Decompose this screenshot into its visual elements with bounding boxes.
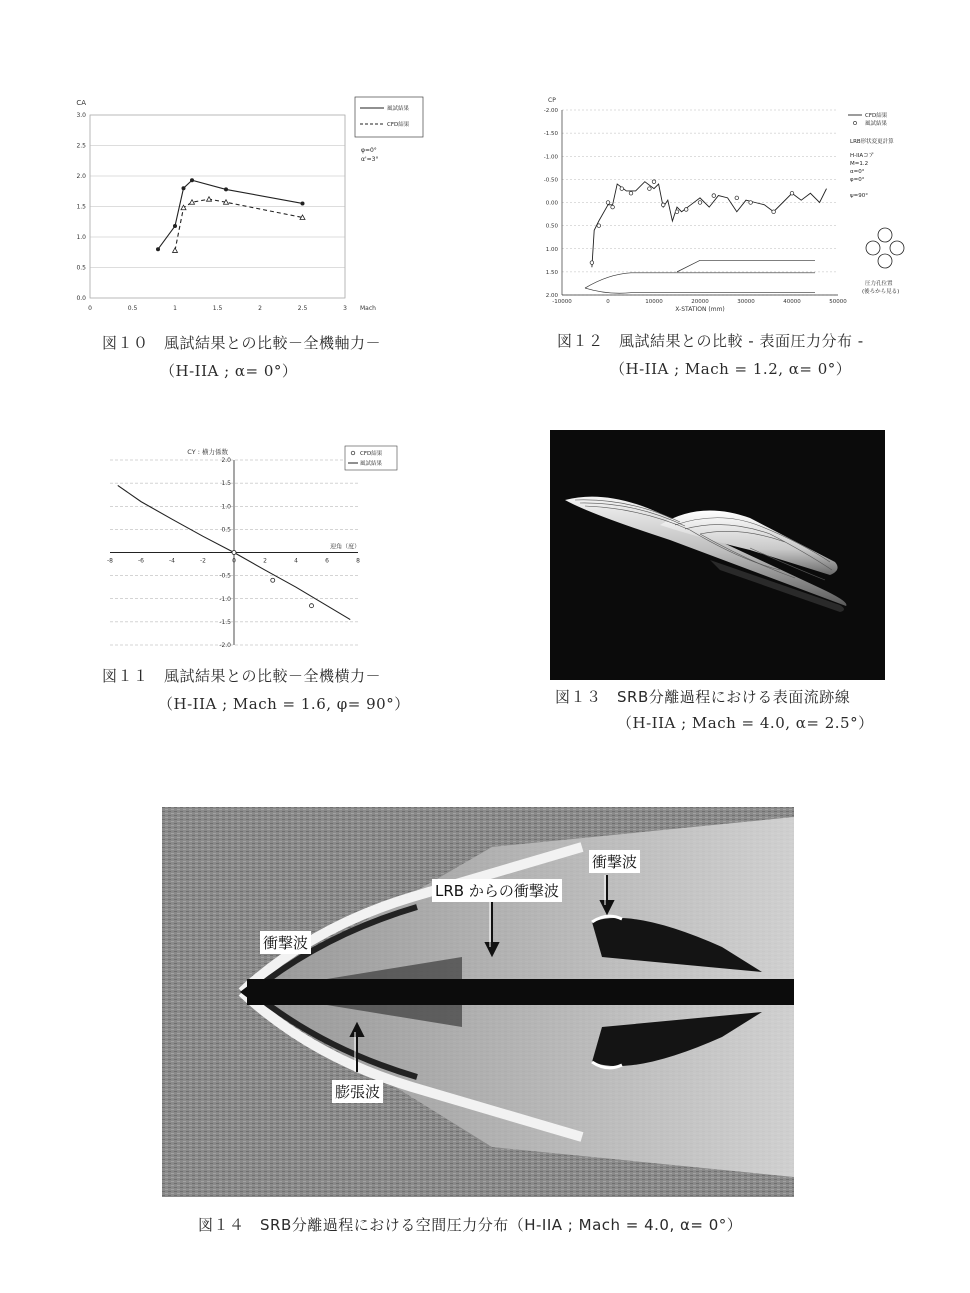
- y-tick-label: -1.5: [219, 618, 231, 626]
- data-point-wind-tunnel: [629, 191, 633, 195]
- y-tick-label: -1.00: [543, 154, 558, 161]
- legend-box: [355, 97, 423, 137]
- data-point: [224, 187, 228, 191]
- data-point: [181, 205, 186, 210]
- y-tick-label: 1.00: [545, 246, 558, 253]
- x-tick-label: 50000: [829, 299, 847, 305]
- y-tick-label: 1.5: [221, 480, 231, 488]
- x-tick-label: 8: [356, 557, 360, 565]
- x-tick-label: -10000: [552, 299, 572, 305]
- y-tick-label: 2.5: [76, 142, 86, 150]
- pressure-hole-diagram: [878, 254, 892, 268]
- data-point-wind-tunnel: [606, 201, 610, 205]
- y-tick-label: 1.0: [76, 234, 86, 241]
- annotation: φ=0°: [850, 177, 865, 183]
- data-point-cfd: [310, 604, 314, 608]
- figure-14-caption: 図１４ SRB分離過程における空間圧力分布（H-IIA ; Mach = 4.0, α= 0°）: [198, 1216, 743, 1234]
- legend-swatch: [351, 451, 355, 455]
- pressure-hole-diagram: [866, 241, 880, 255]
- x-tick-label: 2.5: [297, 305, 308, 312]
- data-point: [156, 247, 160, 251]
- figure-11-chart: [100, 440, 400, 655]
- legend-swatch: [853, 121, 856, 124]
- figure-13-surface-streamlines-image: [550, 430, 885, 680]
- x-tick-label: 2: [258, 305, 262, 312]
- figure-14-pressure-field-image: [162, 807, 794, 1197]
- x-axis-label: 迎角（度）: [330, 543, 361, 551]
- legend-entry: CFD結果: [360, 451, 383, 457]
- data-point-wind-tunnel: [712, 194, 716, 198]
- x-tick-label: -6: [138, 557, 144, 565]
- pressure-hole-diagram: [878, 228, 892, 242]
- x-axis-label: X-STATION (mm): [675, 306, 725, 313]
- x-tick-label: 0: [88, 305, 92, 312]
- x-tick-label: 2: [263, 557, 267, 565]
- series-line-2: [175, 199, 303, 250]
- x-tick-label: 6: [325, 557, 329, 565]
- y-tick-label: 2.0: [221, 457, 231, 464]
- legend-entry: 風試結果: [387, 106, 410, 112]
- legend-entry: CFD結果: [865, 113, 888, 119]
- x-tick-label: 30000: [737, 299, 755, 305]
- annotation: H-IIAコア: [850, 153, 875, 159]
- x-tick-label: 1.5: [212, 305, 223, 312]
- y-axis-label: CP: [548, 97, 556, 104]
- y-tick-label: 0.00: [545, 200, 558, 207]
- x-tick-label: 3: [343, 305, 347, 312]
- data-point-wind-tunnel: [772, 210, 776, 214]
- x-tick-label: -4: [169, 557, 175, 565]
- lrb-outline: [677, 260, 815, 272]
- y-tick-label: 0.5: [76, 264, 86, 272]
- data-point-wind-tunnel: [661, 203, 665, 207]
- y-tick-label: -1.0: [219, 595, 231, 603]
- data-point-wind-tunnel: [675, 210, 679, 214]
- data-point-wind-tunnel: [648, 187, 652, 191]
- x-tick-label: 20000: [691, 299, 709, 305]
- y-tick-label: 0.50: [545, 223, 558, 230]
- annotation: (後ろから見る): [862, 289, 900, 295]
- x-tick-label: 4: [294, 557, 298, 565]
- x-tick-label: 1: [173, 305, 177, 312]
- label-shock-wave-left: 衝撃波: [260, 931, 311, 954]
- annotation: LRB形状変更計算: [850, 139, 894, 145]
- data-point: [173, 248, 178, 253]
- y-tick-label: -0.50: [543, 177, 558, 184]
- annotation: φ=0°: [361, 147, 377, 154]
- data-point-wind-tunnel: [749, 201, 753, 205]
- data-point-wind-tunnel: [652, 180, 656, 184]
- figure-13-subcaption: （H-IIA ; Mach = 4.0, α= 2.5°）: [617, 714, 874, 732]
- figure-10-chart: [70, 85, 425, 320]
- data-point: [190, 200, 195, 205]
- data-point: [190, 178, 194, 182]
- y-axis-label: CY : 横力係数: [187, 448, 228, 456]
- y-tick-label: 3.0: [76, 112, 86, 119]
- annotation: 圧力孔位置: [865, 281, 893, 287]
- pressure-hole-diagram: [890, 241, 904, 255]
- x-tick-label: 40000: [783, 299, 801, 305]
- label-shock-wave-top: 衝撃波: [589, 850, 640, 873]
- legend-entry: 風試結果: [360, 461, 383, 467]
- data-point: [207, 197, 212, 202]
- data-point-wind-tunnel: [684, 208, 688, 212]
- figure-13-caption: 図１３ SRB分離過程における表面流跡線: [555, 688, 851, 706]
- figure-10-subcaption: （H-IIA ; α= 0°）: [160, 362, 298, 380]
- data-point-wind-tunnel: [611, 205, 615, 209]
- data-point: [182, 186, 186, 190]
- data-point-wind-tunnel: [790, 191, 794, 195]
- legend-entry: CFD結果: [387, 122, 410, 128]
- x-tick-label: -2: [200, 557, 206, 565]
- data-point: [301, 201, 305, 205]
- y-tick-label: 0.0: [76, 295, 86, 302]
- figure-11-caption: 図１１ 風試結果との比較－全機横力－: [102, 667, 382, 685]
- data-point-wind-tunnel: [620, 187, 624, 191]
- data-point-wind-tunnel: [698, 201, 702, 205]
- x-tick-label: 0.5: [127, 305, 138, 312]
- x-tick-label: -8: [107, 557, 113, 565]
- x-tick-label: 0: [606, 299, 610, 305]
- x-tick-label: 10000: [645, 299, 663, 305]
- y-tick-label: 1.5: [76, 203, 86, 211]
- data-point-wind-tunnel: [590, 261, 594, 265]
- annotation: α=0°: [850, 169, 865, 175]
- y-tick-label: -1.50: [543, 131, 558, 138]
- y-tick-label: 2.00: [545, 293, 558, 299]
- x-axis-label: Mach: [360, 305, 376, 312]
- annotation: α'=3°: [361, 156, 379, 163]
- data-point-cfd: [232, 551, 236, 555]
- data-point: [173, 224, 177, 228]
- label-shock-wave-from-lrb: LRB からの衝撃波: [432, 879, 562, 902]
- figure-12-chart: [520, 85, 920, 325]
- y-tick-label: 2.0: [76, 173, 86, 180]
- figure-12-subcaption: （H-IIA ; Mach = 1.2, α= 0°）: [610, 360, 852, 378]
- y-tick-label: 0.5: [221, 526, 231, 534]
- y-tick-label: 1.50: [545, 269, 558, 276]
- vehicle-outline: [585, 288, 815, 293]
- data-point-cfd: [271, 578, 275, 582]
- figure-10-caption: 図１０ 風試結果との比較－全機軸力－: [102, 334, 382, 352]
- annotation: ψ=90°: [850, 193, 868, 199]
- vehicle-outline: [585, 273, 815, 288]
- x-tick-label: 0: [232, 557, 236, 565]
- y-tick-label: -0.5: [219, 572, 231, 580]
- data-point-wind-tunnel: [735, 196, 739, 200]
- figure-11-subcaption: （H-IIA ; Mach = 1.6, φ= 90°）: [158, 695, 410, 713]
- data-point-wind-tunnel: [597, 224, 601, 228]
- y-axis-label: CA: [76, 99, 86, 107]
- legend-entry: 風試結果: [865, 121, 888, 127]
- annotation: M=1.2: [850, 161, 869, 167]
- series-line-1: [158, 180, 303, 249]
- y-tick-label: -2.00: [543, 108, 558, 114]
- figure-12-caption: 図１２ 風試結果との比較 - 表面圧力分布 -: [557, 332, 864, 350]
- y-tick-label: -2.0: [219, 642, 231, 649]
- label-expansion-wave: 膨張波: [332, 1080, 383, 1103]
- y-tick-label: 1.0: [221, 503, 231, 511]
